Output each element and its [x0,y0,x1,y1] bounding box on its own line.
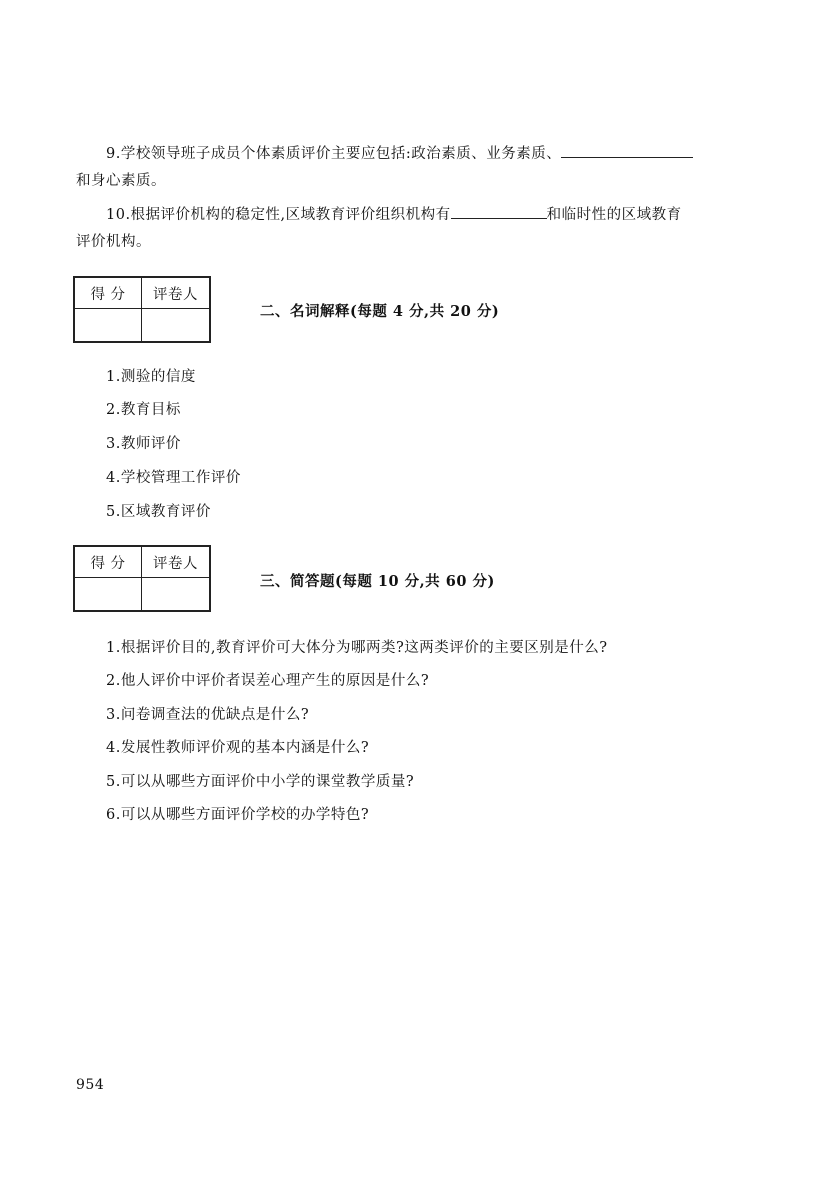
list-item: 3.教师评价 [106,436,181,452]
list-item: 4.学校管理工作评价 [106,470,241,486]
answer-blank [451,204,547,219]
score-table-section-3 [73,545,211,612]
question-10-text-b: 和临时性的区域教育 [546,207,682,223]
question-10-text-a: 10.根据评价机构的稳定性,区域教育评价组织机构有 [106,207,451,223]
grader-cell [142,578,211,612]
answer-blank [561,143,693,158]
score-cell [74,309,142,343]
grader-header: 评卷人 [142,546,211,578]
question-9-line-1 [106,143,693,164]
list-item: 6.可以从哪些方面评价学校的办学特色? [106,807,370,823]
score-table-section-2 [73,276,211,343]
list-item: 4.发展性教师评价观的基本内涵是什么? [106,740,370,756]
list-item: 2.他人评价中评价者误差心理产生的原因是什么? [106,673,430,689]
question-10-line-1 [106,204,682,225]
grader-cell [142,309,211,343]
score-header: 得 分 [74,277,142,309]
list-item: 3.问卷调查法的优缺点是什么? [106,707,310,723]
question-9-line-2: 和身心素质。 [76,173,166,189]
score-header: 得 分 [74,546,142,578]
list-item: 2.教育目标 [106,402,181,418]
list-item: 5.可以从哪些方面评价中小学的课堂教学质量? [106,774,415,790]
section-3-title: 三、简答题(每题 10 分,共 60 分) [260,573,495,590]
list-item: 5.区域教育评价 [106,504,211,520]
page-number: 954 [76,1077,105,1093]
section-2-title: 二、名词解释(每题 4 分,共 20 分) [260,303,500,320]
list-item: 1.根据评价目的,教育评价可大体分为哪两类?这两类评价的主要区别是什么? [106,640,608,656]
question-10-line-2: 评价机构。 [76,234,151,250]
list-item: 1.测验的信度 [106,369,196,385]
grader-header: 评卷人 [142,277,211,309]
question-9-text: 9.学校领导班子成员个体素质评价主要应包括:政治素质、业务素质、 [106,146,562,162]
score-cell [74,578,142,612]
